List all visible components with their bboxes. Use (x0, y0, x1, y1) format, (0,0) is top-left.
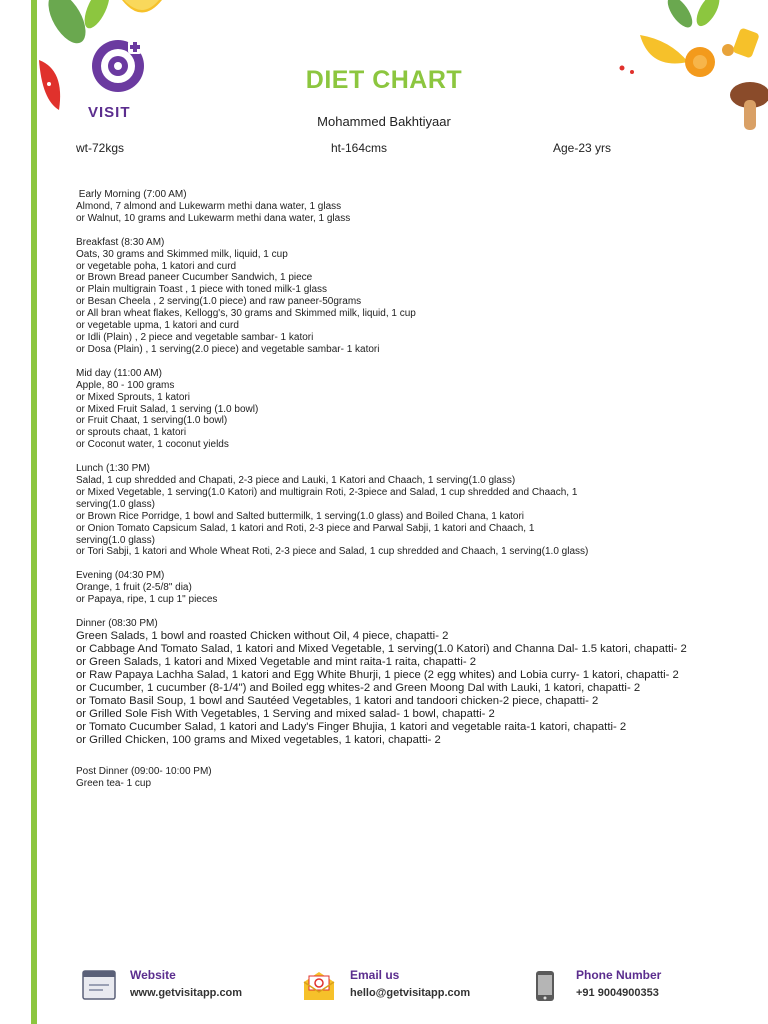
meal-line: or Cucumber, 1 cucumber (8-1/4") and Boiled egg whites-2 and Green Moong Dal with Lauki, 1 katori, chapatti- 2 (76, 682, 641, 694)
age-stat: Age-23 yrs (553, 141, 612, 155)
section-title: Evening (04:30 PM) (76, 570, 165, 582)
meal-line: or Cabbage And Tomato Salad, 1 katori and Mixed Vegetable, 1 serving(1.0 Katori) and Channa Dal- 1.5 katori, chapatti- 2 (76, 643, 687, 655)
email-link[interactable]: hello@getvisitapp.com (350, 987, 471, 999)
section-evening (76, 570, 716, 606)
left-accent-bar (31, 0, 37, 1024)
meal-line: or Grilled Sole Fish With Vegetables, 1 Serving and mixed salad- 1 bowl, chapatti- 2 (76, 708, 495, 720)
meal-line: or Green Salads, 1 katori and Mixed Vegetable and mint raita-1 raita, chapatti- 2 (76, 656, 477, 668)
section-dinner (76, 618, 716, 747)
meal-line: or Raw Papaya Lachha Salad, 1 katori and Egg White Bhurji, 1 piece (2 egg whites) and Lobia curry- 1 katori, chapatti- 2 (76, 669, 679, 681)
section-breakfast (76, 237, 716, 356)
meal-line: or Idli (Plain) , 2 piece and vegetable sambar- 1 katori (76, 331, 314, 343)
meal-line: or All bran wheat flakes, Kellogg's, 30 grams and Skimmed milk, liquid, 1 cup (76, 308, 416, 320)
meal-line: or Coconut water, 1 coconut yields (76, 439, 229, 451)
meal-line: or Tori Sabji, 1 katori and Whole Wheat Roti, 2-3 piece and Salad, 1 cup shredded and Chaach, 1 serving(1.0 glass) (76, 546, 589, 558)
weight-stat: wt-72kgs (76, 141, 125, 155)
browser-icon (82, 970, 116, 1000)
height-stat: ht-164cms (331, 141, 388, 155)
envelope-icon (302, 970, 336, 1002)
contact-footer (0, 966, 768, 1006)
meal-line: or Walnut, 10 grams and Lukewarm methi dana water, 1 glass (76, 212, 351, 224)
meal-line: or Dosa (Plain) , 1 serving(2.0 piece) and vegetable sambar- 1 katori (76, 343, 380, 355)
section-title: Dinner (08:30 PM) (76, 618, 158, 630)
meal-line: or Mixed Sprouts, 1 katori (76, 391, 190, 403)
meal-line: or Onion Tomato Capsicum Salad, 1 katori and Roti, 2-3 piece and Parwal Sabji, 1 katori and Chaach, 1 (76, 522, 535, 534)
meal-line: serving(1.0 glass) (76, 534, 155, 546)
section-post-dinner (76, 766, 716, 790)
meal-line: or Tomato Cucumber Salad, 1 katori and Lady's Finger Bhujia, 1 katori and vegetable raita-1 katori, chapatti- 2 (76, 721, 627, 733)
meal-line: serving(1.0 glass) (76, 498, 155, 510)
page-title: DIET CHART (305, 66, 463, 94)
meal-line: or Mixed Vegetable, 1 serving(1.0 Katori) and multigrain Roti, 2-3piece and Salad, 1 cup shredded and Chaach, 1 (76, 486, 578, 498)
meal-line: Oats, 30 grams and Skimmed milk, liquid, 1 cup (76, 248, 288, 260)
section-title: Mid day (11:00 AM) (76, 367, 162, 379)
logo-wordmark: VISIT (88, 104, 131, 121)
meal-line: Salad, 1 cup shredded and Chapati, 2-3 piece and Lauki, 1 Katori and Chaach, 1 serving(1.0 glass) (76, 475, 516, 487)
meal-line: or Mixed Fruit Salad, 1 serving (1.0 bowl) (76, 403, 259, 415)
section-title: Lunch (1:30 PM) (76, 463, 150, 475)
section-mid-day (76, 368, 716, 451)
section-title: Post Dinner (09:00- 10:00 PM) (76, 766, 212, 777)
meal-line: Green tea- 1 cup (76, 777, 152, 789)
section-title: Early Morning (7:00 AM) (76, 189, 187, 200)
meal-line: or Papaya, ripe, 1 cup 1" pieces (76, 594, 218, 606)
section-title: Breakfast (8:30 AM) (76, 236, 165, 248)
section-early-morning (76, 189, 716, 225)
email-label: Email us (350, 968, 400, 982)
phone-number[interactable]: +91 9004900353 (576, 987, 659, 999)
meal-line: or Plain multigrain Toast , 1 piece with toned milk-1 glass (76, 284, 328, 296)
website-label: Website (130, 968, 176, 982)
footer-email[interactable] (302, 966, 492, 1006)
diet-plan (76, 189, 716, 790)
website-link[interactable]: www.getvisitapp.com (130, 987, 243, 999)
meal-line: or Brown Rice Porridge, 1 bowl and Salted buttermilk, 1 serving(1.0 glass) and Boiled Chana, 1 katori (76, 510, 525, 522)
phone-icon (528, 970, 562, 1002)
meal-line: or Fruit Chaat, 1 serving(1.0 bowl) (76, 415, 228, 427)
section-lunch (76, 463, 716, 558)
meal-line: or vegetable poha, 1 katori and curd (76, 260, 237, 272)
meal-line: or Tomato Basil Soup, 1 bowl and Sautéed Vegetables, 1 katori and tandoori chicken-2 piece, chapatti- 2 (76, 695, 599, 707)
meal-line: Almond, 7 almond and Lukewarm methi dana water, 1 glass (76, 200, 342, 212)
meal-line: Green Salads, 1 bowl and roasted Chicken without Oil, 4 piece, chapatti- 2 (76, 630, 449, 642)
meal-line: or Besan Cheela , 2 serving(1.0 piece) and raw paneer-50grams (76, 296, 362, 308)
patient-name: Mohammed Bakhtiyaar (317, 114, 451, 129)
meal-line: or Brown Bread paneer Cucumber Sandwich, 1 piece (76, 272, 313, 284)
meal-line: or vegetable upma, 1 katori and curd (76, 320, 239, 332)
phone-label: Phone Number (576, 968, 662, 982)
footer-website[interactable] (82, 966, 262, 1006)
meal-line: Orange, 1 fruit (2-5/8" dia) (76, 582, 192, 594)
meal-line: Apple, 80 - 100 grams (76, 379, 175, 391)
meal-line: or Grilled Chicken, 100 grams and Mixed vegetables, 1 katori, chapatti- 2 (76, 734, 441, 746)
footer-phone[interactable] (528, 966, 698, 1006)
meal-line: or sprouts chaat, 1 katori (76, 427, 187, 439)
